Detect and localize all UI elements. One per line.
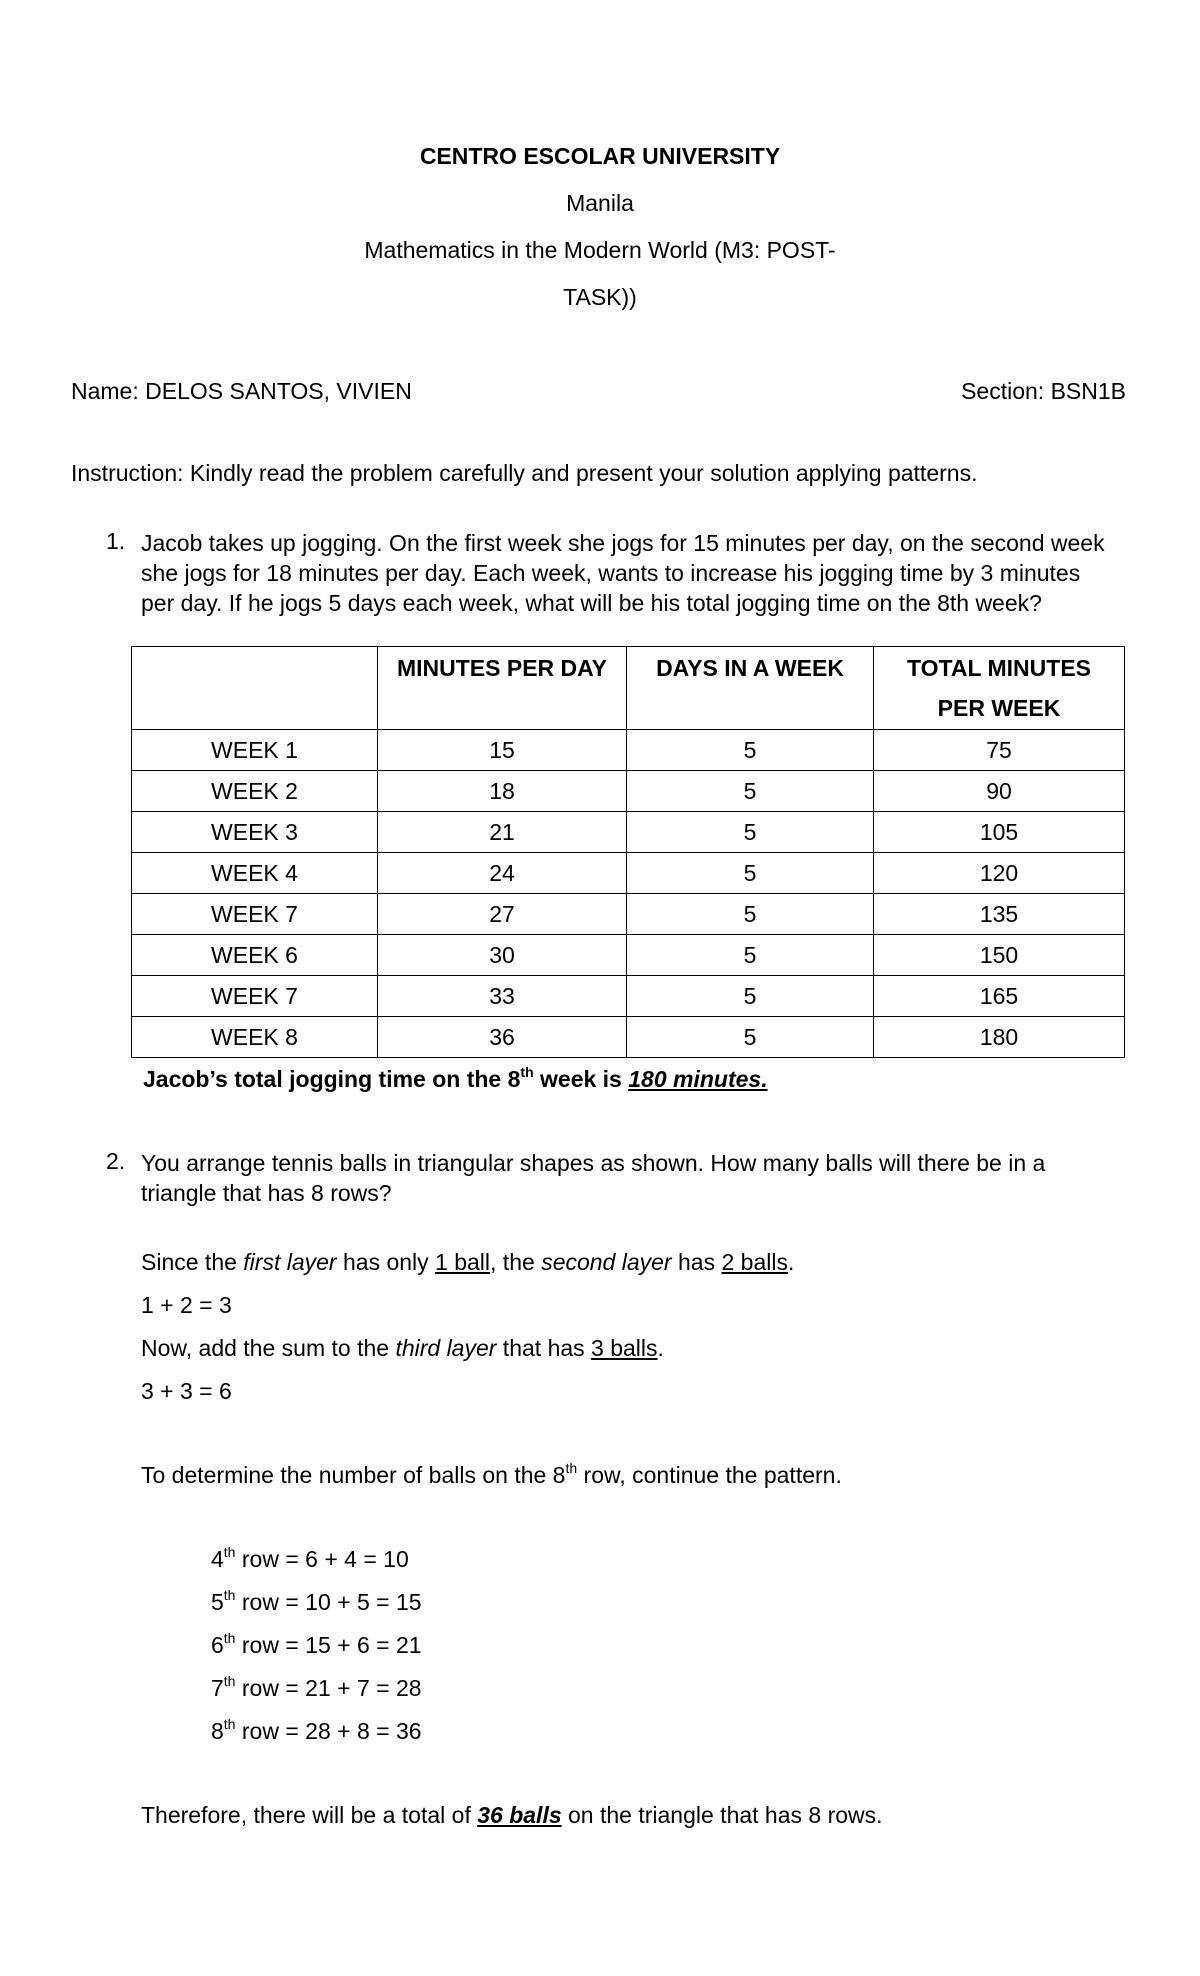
row-sup: th	[223, 1587, 236, 1604]
minutes-cell: 24	[378, 853, 627, 894]
step3-sup: th	[565, 1460, 578, 1477]
row-text: row = 10 + 5 = 15	[235, 1589, 422, 1615]
student-section: Section: BSN1B	[961, 378, 1126, 404]
pattern-row	[211, 1544, 409, 1574]
minutes-cell: 36	[378, 1017, 627, 1058]
problem-1-line1: Jacob takes up jogging. On the first week she jogs for 15 minutes per day, on the second week	[141, 530, 1105, 556]
student-name: Name: DELOS SANTOS, VIVIEN	[71, 378, 412, 404]
problem-1-number: 1.	[106, 528, 126, 554]
minutes-cell: 30	[378, 935, 627, 976]
solution-step-3	[141, 1460, 842, 1490]
days-cell: 5	[627, 812, 874, 853]
days-cell: 5	[627, 894, 874, 935]
problem-1-answer	[143, 1064, 768, 1094]
row-number: 8	[211, 1718, 224, 1744]
total-cell: 75	[874, 730, 1125, 771]
total-cell: 90	[874, 771, 1125, 812]
header-total-line2: PER WEEK	[937, 695, 1061, 721]
week-cell: WEEK 6	[132, 935, 378, 976]
university-name: CENTRO ESCOLAR UNIVERSITY	[419, 143, 781, 169]
answer-value: 180 minutes.	[628, 1066, 768, 1092]
week-cell: WEEK 4	[132, 853, 378, 894]
days-cell: 5	[627, 976, 874, 1017]
table-row	[132, 730, 1125, 771]
row-sup: th	[223, 1673, 236, 1690]
total-cell: 135	[874, 894, 1125, 935]
step1-text-c: has only	[336, 1249, 436, 1275]
step1-two-balls: 2 balls	[721, 1249, 788, 1275]
minutes-cell: 27	[378, 894, 627, 935]
table-row	[132, 935, 1125, 976]
row-number: 7	[211, 1675, 224, 1701]
table-row	[132, 853, 1125, 894]
conclusion-answer: 36 balls	[477, 1802, 562, 1828]
header-days-in-week: DAYS IN A WEEK	[627, 647, 874, 730]
solution-step-2	[141, 1333, 664, 1363]
row-text: row = 28 + 8 = 36	[235, 1718, 422, 1744]
minutes-cell: 21	[378, 812, 627, 853]
conclusion	[141, 1800, 883, 1830]
week-cell: WEEK 2	[132, 771, 378, 812]
row-text: row = 21 + 7 = 28	[235, 1675, 422, 1701]
step1-second-layer: second layer	[541, 1249, 672, 1275]
total-cell: 165	[874, 976, 1125, 1017]
answer-mid: week is	[533, 1066, 629, 1092]
minutes-cell: 33	[378, 976, 627, 1017]
total-cell: 120	[874, 853, 1125, 894]
week-cell: WEEK 7	[132, 894, 378, 935]
conclusion-text-c: on the triangle that has 8 rows.	[561, 1802, 883, 1828]
step2-text-a: Now, add the sum to the	[141, 1335, 396, 1361]
course-title-line2: TASK))	[563, 284, 637, 310]
problem-2-text	[141, 1148, 1131, 1208]
instruction: Instruction: Kindly read the problem carefully and present your solution applying patterns.	[71, 460, 978, 486]
step1-text-a: Since the	[141, 1249, 244, 1275]
problem-2-line1: You arrange tennis balls in triangular shapes as shown. How many balls will there be in a	[141, 1150, 1046, 1176]
pattern-row	[211, 1673, 422, 1703]
answer-sup: th	[520, 1064, 534, 1081]
pattern-row	[211, 1587, 422, 1617]
header-total-line1: TOTAL MINUTES	[907, 655, 1091, 681]
minutes-cell: 15	[378, 730, 627, 771]
total-cell: 180	[874, 1017, 1125, 1058]
step1-one-ball: 1 ball	[435, 1249, 491, 1275]
row-text: row = 6 + 4 = 10	[235, 1546, 409, 1572]
row-sup: th	[223, 1716, 236, 1733]
step2-third-layer: third layer	[395, 1335, 497, 1361]
table-row	[132, 976, 1125, 1017]
row-number: 6	[211, 1632, 224, 1658]
step1-text-g: has	[671, 1249, 722, 1275]
conclusion-text-a: Therefore, there will be a total of	[141, 1802, 478, 1828]
step2-text-c: that has	[496, 1335, 592, 1361]
week-cell: WEEK 1	[132, 730, 378, 771]
days-cell: 5	[627, 730, 874, 771]
step1-first-layer: first layer	[243, 1249, 337, 1275]
step2-three-balls: 3 balls	[591, 1335, 658, 1361]
days-cell: 5	[627, 853, 874, 894]
days-cell: 5	[627, 935, 874, 976]
week-cell: WEEK 8	[132, 1017, 378, 1058]
table-row	[132, 894, 1125, 935]
solution-step-1	[141, 1247, 794, 1277]
total-cell: 105	[874, 812, 1125, 853]
equation-2: 3 + 3 = 6	[141, 1378, 232, 1404]
table-row	[132, 812, 1125, 853]
row-sup: th	[223, 1544, 236, 1561]
table-header-row	[132, 647, 1125, 730]
row-sup: th	[223, 1630, 236, 1647]
row-number: 5	[211, 1589, 224, 1615]
row-number: 4	[211, 1546, 224, 1572]
total-cell: 150	[874, 935, 1125, 976]
answer-pre: Jacob’s total jogging time on the 8	[143, 1066, 521, 1092]
problem-1-line3: per day. If he jogs 5 days each week, what will be his total jogging time on the 8th week?	[141, 590, 1042, 616]
pattern-row	[211, 1630, 422, 1660]
minutes-cell: 18	[378, 771, 627, 812]
step1-period: .	[787, 1249, 795, 1275]
course-title-line1: Mathematics in the Modern World (M3: POST-	[364, 237, 836, 263]
problem-1-text	[141, 528, 1131, 618]
week-cell: WEEK 3	[132, 812, 378, 853]
step2-period: .	[657, 1335, 664, 1361]
step3-text-b: row, continue the pattern.	[577, 1462, 842, 1488]
table-row	[132, 1017, 1125, 1058]
week-cell: WEEK 7	[132, 976, 378, 1017]
jogging-table	[131, 646, 1125, 1058]
days-cell: 5	[627, 1017, 874, 1058]
city: Manila	[566, 190, 634, 216]
header-total-minutes	[874, 647, 1125, 730]
header-minutes-per-day: MINUTES PER DAY	[378, 647, 627, 730]
problem-2-line2: triangle that has 8 rows?	[141, 1180, 392, 1206]
days-cell: 5	[627, 771, 874, 812]
problem-2-number: 2.	[106, 1148, 126, 1174]
pattern-row	[211, 1716, 422, 1746]
problem-1-line2: she jogs for 18 minutes per day. Each week, wants to increase his jogging time by 3 minutes	[141, 560, 1081, 586]
header-blank	[132, 647, 378, 730]
step1-text-e: , the	[490, 1249, 542, 1275]
table-row	[132, 771, 1125, 812]
equation-1: 1 + 2 = 3	[141, 1292, 232, 1318]
row-text: row = 15 + 6 = 21	[235, 1632, 422, 1658]
step3-text-a: To determine the number of balls on the 8	[141, 1462, 566, 1488]
